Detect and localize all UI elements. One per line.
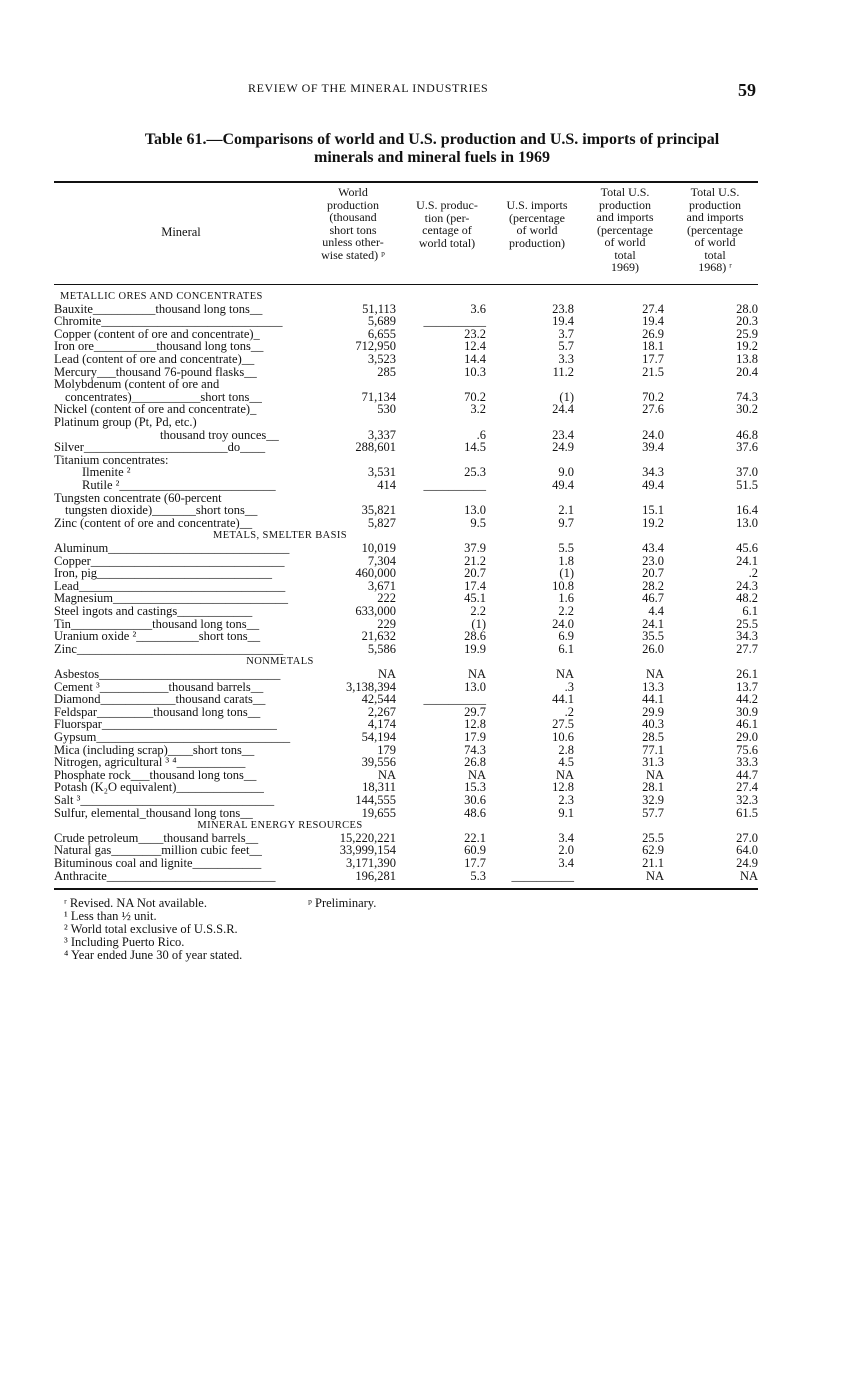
mineral-label: Magnesium____________________________ [54,591,289,606]
us-production-cell: 20.7 [464,566,486,581]
header-line: world total) [418,235,476,250]
total-1969-cell: 28.1 [642,780,664,795]
section-label: METALLIC ORES AND CONCENTRATES [60,291,263,302]
total-1969-cell: 32.9 [642,793,664,807]
us-production-cell: 9.5 [470,515,486,530]
mineral-label: Potash (K₂O equivalent)______________ [54,780,264,795]
total-1968-cell: 46.1 [736,717,758,732]
us-production-cell: 37.9 [464,541,486,555]
us-imports-cell: 1.6 [558,591,574,606]
total-1969-cell: 25.5 [642,830,664,845]
us-production-cell: 12.8 [464,717,486,732]
world-production-cell: 196,281 [355,868,396,883]
header-line: World [338,185,368,199]
us-imports-cell: 24.0 [552,616,574,631]
total-1969-cell: 39.4 [642,440,664,455]
table-title-line: minerals and mineral fuels in 1969 [313,149,550,166]
header-line: (percentage [597,222,653,237]
total-1969-cell: 28.5 [642,730,664,744]
mineral-label: Sulfur, elemental_thousand long tons__ [54,805,253,820]
total-1968-cell: 24.1 [736,553,758,568]
header-line: 1969) [611,260,639,274]
mineral-label: Crude petroleum____thousand barrels__ [54,830,259,845]
mineral-label: Diamond____________thousand carats__ [54,692,266,707]
total-1968-cell: 27.4 [736,780,758,795]
world-production-cell: 71,134 [361,389,396,404]
table-row [0,517,852,530]
world-production-cell: 5,689 [367,314,396,329]
header-line: tion (per- [424,210,470,225]
total-1969-cell: 24.1 [642,616,664,631]
world-production-cell: 51,113 [362,301,396,316]
total-1968-cell: 61.5 [736,805,758,820]
us-imports-cell: 12.8 [552,780,574,795]
footnote-1: ¹ Less than ½ unit. [64,909,157,923]
us-production-cell: 30.6 [464,793,486,807]
total-1969-cell: 70.2 [642,389,664,404]
total-1969-cell: 62.9 [642,843,664,858]
world-production-cell: 288,601 [355,440,396,455]
total-1969-cell: 21.5 [642,364,664,379]
footnote-3: ³ Including Puerto Rico. [64,935,185,949]
table-title [70,131,794,167]
footnote-2: ² World total exclusive of U.S.S.R. [64,922,238,936]
us-production-cell: 48.6 [464,805,486,820]
us-production-cell: 17.7 [464,856,486,870]
mineral-label: Steel ingots and castings____________ [54,604,253,618]
us-imports-cell: __________ [511,868,574,883]
us-imports-cell: 2.1 [558,503,574,518]
total-1968-cell: 16.4 [736,503,758,518]
mineral-label: Bituminous coal and lignite___________ [54,856,262,870]
total-1968-cell: 24.9 [736,856,758,870]
mineral-label: Natural gas________million cubic feet__ [54,843,262,858]
world-production-cell: 285 [377,364,396,379]
total-1968-cell: 64.0 [736,843,758,858]
us-production-cell: 3.6 [470,301,486,316]
us-production-cell: 10.3 [464,364,486,379]
us-production-cell: 3.2 [470,402,486,417]
total-1969-cell: 24.0 [642,427,664,442]
us-production-cell: 15.3 [464,780,486,795]
mineral-label: Molybdenum (content of ore and [54,377,220,392]
total-1969-cell: 29.9 [642,704,664,719]
us-imports-cell: (1) [559,566,574,581]
mineral-label: Nickel (content of ore and concentrate)_ [54,402,257,417]
header-line: (percentage [687,222,743,237]
running-head: REVIEW OF THE MINERAL INDUSTRIES [248,81,489,95]
mineral-label: Chromite_____________________________ [54,314,283,329]
header-line: of world [516,223,558,237]
us-imports-cell: 9.1 [558,805,574,820]
world-production-cell: 19,655 [361,805,396,820]
us-imports-cell: (1) [559,389,574,404]
us-imports-cell: 3.7 [558,326,574,341]
us-production-cell: .6 [476,427,486,442]
us-imports-cell: 10.8 [552,578,574,593]
header-line: total [704,247,726,262]
mineral-label: Titanium concentrates: [54,452,169,467]
header-line: total [614,247,636,262]
mineral-label: Tungsten concentrate (60-percent [54,490,222,505]
header-line: centage of [422,223,472,237]
world-production-cell: 15,220,221 [339,830,396,845]
us-imports-cell: 4.5 [558,755,574,770]
us-imports-cell: 49.4 [552,478,574,492]
world-production-cell: 712,950 [355,339,396,354]
world-production-cell: 633,000 [355,604,396,618]
header-line: and imports [686,210,744,224]
column-header-mineral: Mineral [161,225,201,239]
us-production-cell: 70.2 [464,389,486,404]
us-imports-cell: 19.4 [552,314,574,329]
us-production-cell: 21.2 [464,553,486,568]
us-production-cell: 74.3 [464,742,486,757]
header-line: of world [604,235,646,249]
total-1968-cell: 75.6 [736,742,758,757]
total-1968-cell: 25.5 [736,616,758,631]
world-production-cell: 229 [377,616,396,631]
total-1969-cell: 17.7 [642,352,664,366]
total-1968-cell: 29.0 [736,730,758,744]
mineral-label: Silver_______________________do____ [54,440,266,455]
total-1969-cell: 57.7 [642,805,664,820]
total-1969-cell: 49.4 [642,478,664,492]
total-1969-cell: 31.3 [642,755,664,770]
us-production-cell: 13.0 [464,503,486,518]
mineral-label: Lead (content of ore and concentrate)__ [54,352,255,366]
header-line: unless other- [322,235,384,249]
us-imports-cell: 23.4 [552,427,574,442]
header-line: production [689,197,741,212]
world-production-cell: 3,138,394 [346,679,396,694]
total-1969-cell: 23.0 [642,553,664,568]
us-imports-cell: 23.8 [552,301,574,316]
world-production-cell: 2,267 [367,704,396,719]
total-1968-cell: 46.8 [736,427,758,442]
world-production-cell: 10,019 [361,541,396,555]
mineral-label: Cement ³___________thousand barrels__ [54,679,264,694]
us-production-cell: (1) [471,616,486,631]
header-line: (percentage [509,210,565,225]
header-line: U.S. produc- [416,198,478,212]
total-1969-cell: 46.7 [642,591,664,606]
footnote-preliminary: ᵖ Preliminary. [308,896,377,910]
total-1969-cell: 43.4 [642,541,664,555]
total-1968-cell: 34.3 [736,629,758,644]
table-row [0,416,852,429]
column-header-us-production [404,199,490,249]
mineral-label: Fluorspar____________________________ [54,717,277,732]
mineral-label: Zinc (content of ore and concentrate)__ [54,515,253,530]
total-1968-cell: 27.7 [736,641,758,656]
total-1968-cell: 44.7 [736,767,758,782]
us-imports-cell: 6.1 [558,641,574,656]
us-imports-cell: 9.7 [558,515,574,530]
world-production-cell: NA [377,767,396,782]
total-1969-cell: 27.4 [642,301,664,316]
mineral-label: Rutile ²_________________________ [82,478,276,492]
world-production-cell: 3,337 [367,427,396,442]
world-production-cell: 144,555 [355,793,396,807]
total-1968-cell: 13.8 [736,352,758,366]
world-production-cell: 39,556 [361,755,396,770]
world-production-cell: 18,311 [362,780,396,795]
table-row [0,807,852,820]
world-production-cell: 42,544 [361,692,396,707]
us-imports-cell: .3 [564,679,574,694]
total-1969-cell: 18.1 [642,339,664,354]
us-production-cell: __________ [423,314,486,329]
us-production-cell: 19.9 [464,641,486,656]
header-line: Total U.S. [690,185,740,199]
column-header-us-imports [494,199,580,249]
world-production-cell: 222 [377,591,396,606]
world-production-cell: 33,999,154 [339,843,396,858]
total-1969-cell: NA [645,868,664,883]
world-production-cell: 5,827 [367,515,396,530]
world-production-cell: 3,523 [367,352,396,366]
total-1968-cell: 51.5 [736,478,758,492]
us-imports-cell: 6.9 [558,629,574,644]
total-1969-cell: 26.9 [642,326,664,341]
header-line: production) [509,235,565,250]
us-imports-cell: 2.2 [558,604,574,618]
header-line: short tons [329,222,377,237]
mineral-label: concentrates)___________short tons__ [65,389,262,404]
column-header-world-production [306,186,400,261]
total-1968-cell: NA [739,868,758,883]
total-1969-cell: 35.5 [642,629,664,644]
total-1968-cell: .2 [748,566,758,581]
us-production-cell: NA [467,667,486,681]
table-bottom-rule [54,888,758,890]
total-1968-cell: 13.0 [736,515,758,530]
table-top-rule [54,181,758,183]
total-1968-cell: 33.3 [736,755,758,770]
us-production-cell: 5.3 [470,868,486,883]
total-1969-cell: 19.4 [642,314,664,329]
us-imports-cell: 3.4 [558,856,574,870]
total-1969-cell: 40.3 [642,717,664,732]
total-1968-cell: 27.0 [736,830,758,845]
world-production-cell: 3,531 [367,465,396,480]
mineral-label: Phosphate rock___thousand long tons__ [54,767,257,782]
us-imports-cell: 2.0 [558,843,574,858]
total-1968-cell: 13.7 [736,679,758,694]
mineral-label: Copper_______________________________ [54,553,285,568]
total-1969-cell: NA [645,767,664,782]
us-imports-cell: 10.6 [552,730,574,744]
footnote-4: ⁴ Year ended June 30 of year stated. [64,948,243,962]
us-imports-cell: 24.9 [552,440,574,455]
mineral-label: Mercury___thousand 76-pound flasks__ [54,364,257,379]
us-production-cell: 22.1 [464,830,486,845]
world-production-cell: 3,171,390 [346,856,396,870]
column-header-total-1969 [582,186,668,274]
mineral-label: Lead_________________________________ [54,578,286,593]
us-production-cell: 26.8 [464,755,486,770]
total-1968-cell: 6.1 [742,604,758,618]
us-imports-cell: 2.8 [558,742,574,757]
world-production-cell: 6,655 [367,326,396,341]
mineral-label: Copper (content of ore and concentrate)_ [54,326,260,341]
us-imports-cell: .2 [564,704,574,719]
us-imports-cell: 44.1 [552,692,574,707]
world-production-cell: 179 [377,742,396,757]
us-imports-cell: 2.3 [558,793,574,807]
total-1968-cell: 30.2 [736,402,758,417]
world-production-cell: 5,586 [367,641,396,656]
total-1969-cell: 13.3 [642,679,664,694]
us-production-cell: 17.4 [464,578,486,593]
total-1969-cell: 27.6 [642,402,664,417]
total-1969-cell: 44.1 [642,692,664,707]
table-row [0,643,852,656]
us-production-cell: 45.1 [464,591,486,606]
total-1969-cell: 15.1 [642,503,664,518]
header-line: production [327,197,379,212]
us-production-cell: 2.2 [470,604,486,618]
mineral-label: Zinc_________________________________ [54,641,284,656]
us-imports-cell: NA [555,667,574,681]
table-title-line: Table 61.—Comparisons of world and U.S. production and U.S. imports of principal [144,131,720,148]
us-production-cell: NA [467,767,486,782]
table-row [0,870,852,883]
mineral-label: thousand troy ounces__ [160,427,279,442]
header-line: of world [694,235,736,249]
total-1968-cell: 26.1 [736,667,758,681]
total-1968-cell: 25.9 [736,326,758,341]
us-production-cell: 28.6 [464,629,486,644]
total-1968-cell: 32.3 [736,793,758,807]
total-1968-cell: 30.9 [736,704,758,719]
mineral-label: Anthracite___________________________ [54,868,276,883]
us-imports-cell: 5.7 [558,339,574,354]
total-1969-cell: NA [645,667,664,681]
us-imports-cell: 3.3 [558,352,574,366]
section-label: NONMETALS [246,656,314,668]
footnote-revised: ʳ Revised. NA Not available. [64,896,207,910]
us-production-cell: 14.4 [464,352,486,366]
us-imports-cell: 24.4 [552,402,574,417]
world-production-cell: 7,304 [367,553,396,568]
world-production-cell: 530 [377,402,396,417]
total-1969-cell: 77.1 [642,742,664,757]
us-production-cell: 60.9 [464,843,486,858]
section-label: MINERAL ENERGY RESOURCES [197,820,363,832]
us-imports-cell: NA [555,767,574,782]
column-header-total-1968 [672,186,758,274]
header-line: Total U.S. [600,185,650,199]
mineral-label: Tin_____________thousand long tons__ [54,616,260,631]
us-imports-cell: 5.5 [558,541,574,555]
header-line: U.S. imports [506,198,568,212]
header-line: production [599,197,651,212]
mineral-label: Feldspar_________thousand long tons__ [54,704,261,719]
header-bottom-rule [54,284,758,285]
world-production-cell: 54,194 [361,730,396,744]
section-label: METALS, SMELTER BASIS [212,530,348,542]
us-production-cell: __________ [423,478,486,492]
total-1969-cell: 21.1 [642,856,664,870]
mineral-label: Asbestos_____________________________ [54,667,281,681]
header-line: (thousand [329,210,377,224]
mineral-label: Nitrogen, agricultural ³ ⁴___________ [54,755,246,770]
world-production-cell: 4,174 [367,717,396,732]
mineral-label: Uranium oxide ²__________short tons__ [54,629,261,644]
total-1968-cell: 37.0 [736,465,758,480]
total-1969-cell: 28.2 [642,578,664,593]
world-production-cell: 414 [377,478,396,492]
total-1969-cell: 20.7 [642,566,664,581]
total-1969-cell: 4.4 [648,604,664,618]
us-production-cell: __________ [423,692,486,707]
total-1968-cell: 44.2 [736,692,758,707]
us-production-cell: 17.9 [464,730,486,744]
mineral-label: Iron, pig____________________________ [54,566,273,581]
mineral-label: tungsten dioxide)_______short tons__ [65,503,258,518]
total-1969-cell: 19.2 [642,515,664,530]
mineral-label: Platinum group (Pt, Pd, etc.) [54,415,197,429]
world-production-cell: NA [377,667,396,681]
mineral-label: Bauxite__________thousand long tons__ [54,301,263,316]
us-production-cell: 12.4 [464,339,486,354]
us-production-cell: 23.2 [464,326,486,341]
header-line: 1968) ʳ [698,260,732,274]
world-production-cell: 35,821 [361,503,396,518]
mineral-label: Gypsum_______________________________ [54,730,291,744]
mineral-label: Aluminum_____________________________ [54,541,290,555]
us-imports-cell: 9.0 [558,465,574,480]
us-imports-cell: 11.2 [552,364,574,379]
total-1968-cell: 19.2 [736,339,758,354]
us-production-cell: 14.5 [464,440,486,455]
mineral-label: Iron ore__________thousand long tons__ [54,339,264,354]
us-production-cell: 13.0 [464,679,486,694]
total-1969-cell: 26.0 [642,641,664,656]
total-1969-cell: 34.3 [642,465,664,480]
total-1968-cell: 45.6 [736,541,758,555]
mineral-label: Ilmenite ² [82,465,131,480]
total-1968-cell: 74.3 [736,389,758,404]
total-1968-cell: 20.3 [736,314,758,329]
mineral-label: Salt ³_______________________________ [54,793,275,807]
footnotes [64,896,377,962]
header-line: wise stated) ᵖ [321,247,385,262]
us-imports-cell: 3.4 [558,830,574,845]
world-production-cell: 460,000 [355,566,396,581]
us-production-cell: 29.7 [464,704,486,719]
total-1968-cell: 28.0 [736,301,758,316]
mineral-label: Mica (including scrap)____short tons__ [54,742,255,757]
world-production-cell: 3,671 [367,578,396,593]
total-1968-cell: 24.3 [736,578,758,593]
us-imports-cell: 1.8 [558,553,574,568]
header-line: and imports [596,210,654,224]
total-1968-cell: 48.2 [736,591,758,606]
page-number: 59 [738,80,756,100]
total-1968-cell: 20.4 [736,364,758,379]
us-imports-cell: 27.5 [552,717,574,732]
us-production-cell: 25.3 [464,465,486,480]
total-1968-cell: 37.6 [736,440,758,455]
world-production-cell: 21,632 [361,629,396,644]
